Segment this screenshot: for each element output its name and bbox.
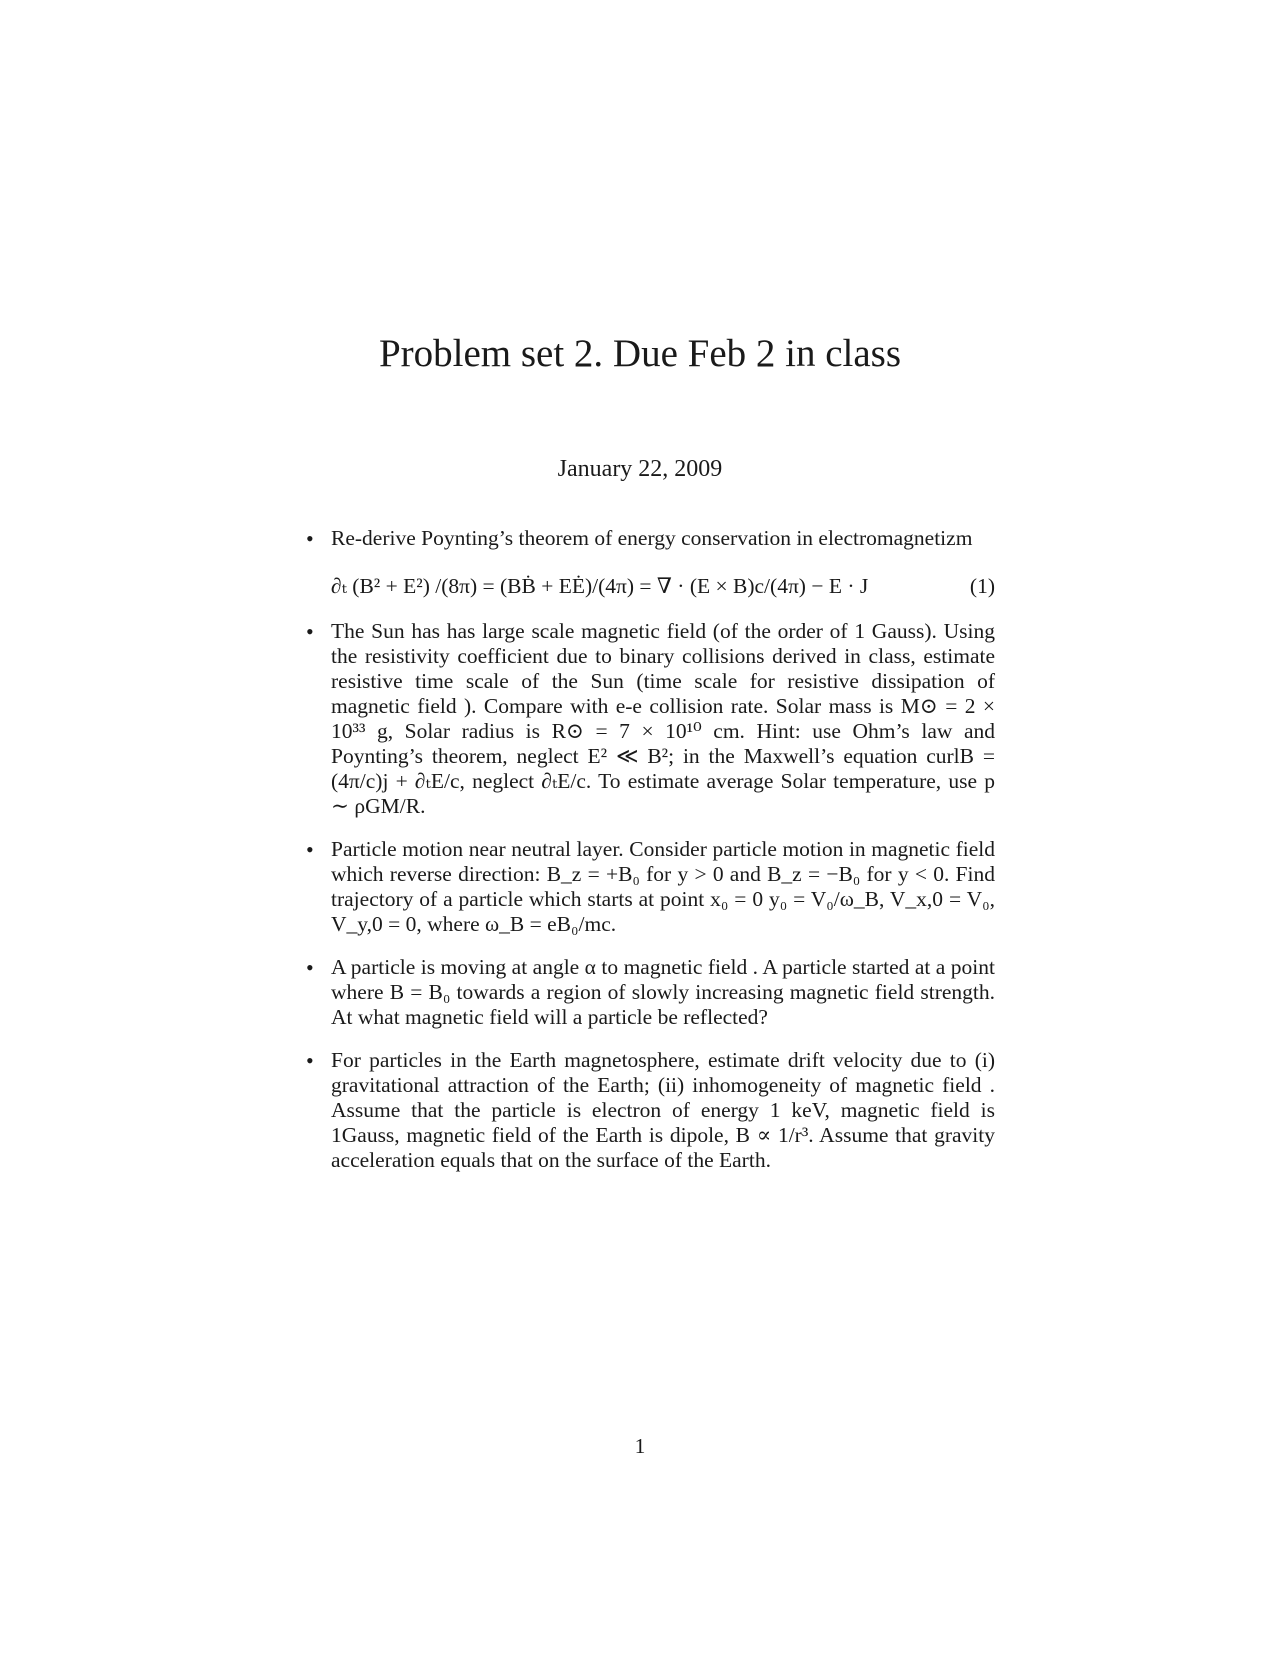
bullet-icon: • [306,526,314,551]
problem-list [0,526,1280,1191]
page-title: Problem set 2. Due Feb 2 in class [378,332,902,375]
bullet-icon: • [306,955,314,980]
page-number: 1 [634,1434,646,1458]
equation-1 [331,571,995,601]
problem-text-3: Particle motion near neutral layer. Consider particle motion in magnetic field which reverse direction: B_z = +B₀ for y > 0 and B_z = −B₀ for y < 0. Find trajectory of a particle which starts at point x₀ = 0 y₀ = V₀/ω_B, V_x,0 = V₀, V_y,0 = 0, where ω_B = eB₀/mc. [331,837,995,936]
problem-item-4 [0,955,1280,1030]
problem-text-5: For particles in the Earth magnetosphere, estimate drift velocity due to (i) gravitational attraction of the Earth; (ii) inhomogeneity of magnetic field . Assume that the particle is electron of energy 1 keV, magnetic field is 1Gauss, magnetic field of the Earth is dipole, B ∝ 1/r³. Assume that gravity acceleration equals that on the surface of the Earth. [331,1048,995,1172]
bullet-icon: • [306,837,314,862]
problem-item-5 [0,1048,1280,1173]
problem-item-2 [0,619,1280,819]
equation-body: ∂ₜ (B² + E²) /(8π) = (BḂ + EĖ)/(4π) = ∇ · (E × B)c/(4π) − E · J [331,574,869,598]
problem-item-3 [0,837,1280,937]
problem-text-1: Re-derive Poynting’s theorem of energy conservation in electromagnetizm [331,526,973,550]
problem-text-2: The Sun has has large scale magnetic field (of the order of 1 Gauss). Using the resistivity coefficient due to binary collisions derived in class, estimate resistive time scale of the Sun (time scale for resistive dissipation of magnetic field ). Compare with e-e collision rate. Solar mass is M⊙ = 2 × 10³³ g, Solar radius is R⊙ = 7 × 10¹⁰ cm. Hint: use Ohm’s law and Poynting’s theorem, neglect E² ≪ B²; in the Maxwell’s equation curlB = (4π/c)j + ∂ₜE/c, neglect ∂ₜE/c. To estimate average Solar temperature, use p ∼ ρGM/R. [331,619,995,818]
problem-item-1 [0,526,1280,601]
equation-number: (1) [969,574,995,598]
problem-text-4: A particle is moving at angle α to magnetic field . A particle started at a point where B = B₀ towards a region of slowly increasing magnetic field strength. At what magnetic field will a particle be reflected? [331,955,995,1029]
document-date: January 22, 2009 [557,456,723,482]
bullet-icon: • [306,619,314,644]
bullet-icon: • [306,1048,314,1073]
